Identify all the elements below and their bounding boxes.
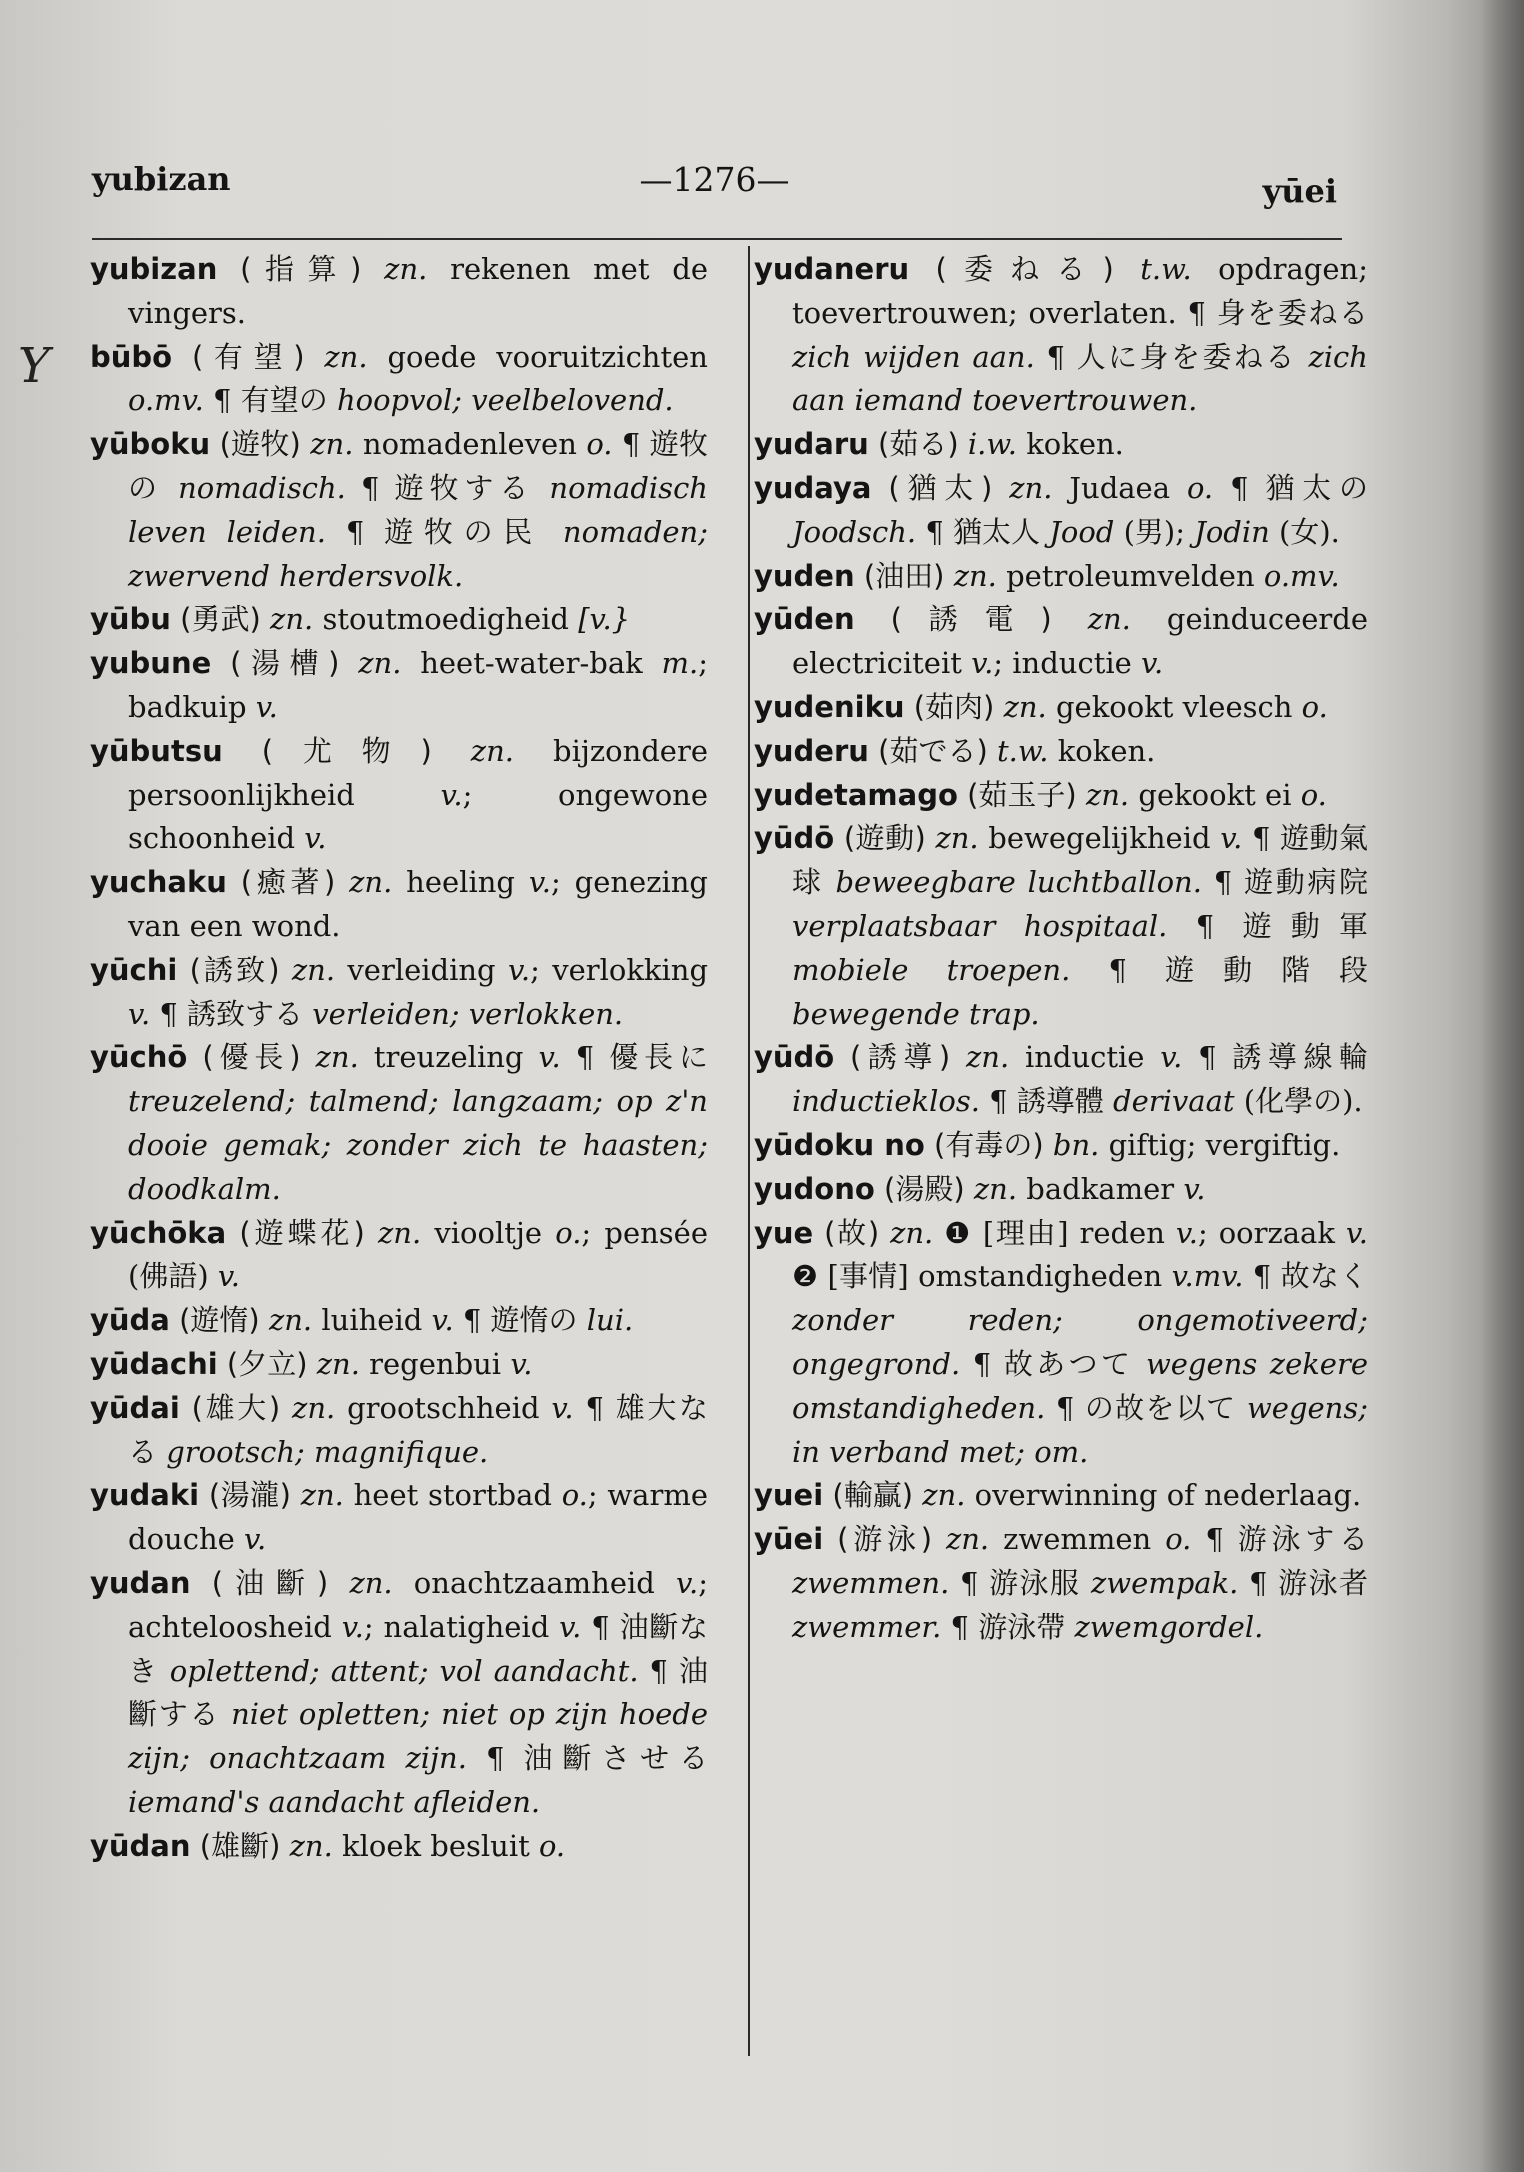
headword: yudetamago — [754, 777, 958, 812]
headword: yūdan — [90, 1828, 191, 1863]
grammar-label: zn. — [935, 821, 979, 856]
grammar-label: v. — [1141, 646, 1164, 681]
grammar-label: zn. — [349, 1565, 393, 1600]
headword: yuei — [754, 1478, 824, 1513]
kanji-form: (遊動) — [834, 821, 936, 856]
dictionary-entry — [90, 1343, 708, 1387]
headword: yūbutsu — [90, 733, 223, 768]
entry-text: bewegelijkheid — [978, 821, 1221, 856]
example-translation: zwemmer. — [792, 1609, 942, 1644]
example-translation: Jodin — [1194, 514, 1270, 549]
dictionary-entry — [90, 1562, 708, 1825]
headword: yūdō — [754, 821, 835, 856]
example-translation: nomadisch. — [178, 470, 346, 505]
entry-text: koken. — [1017, 427, 1124, 462]
dictionary-entry — [754, 555, 1368, 599]
entry-text: ¶ 遊牧の — [128, 427, 708, 505]
entry-text: ¶ 雄大なる — [128, 1390, 708, 1469]
right-column — [754, 248, 1368, 1650]
grammar-label: t.w. — [997, 733, 1049, 768]
entry-text: ¶ 誘導線輪 — [1182, 1040, 1368, 1075]
entry-text: ; pensée (佛語) — [128, 1215, 708, 1294]
grammar-label: v. — [1175, 1215, 1198, 1250]
kanji-form: (游泳) — [823, 1522, 946, 1557]
grammar-label: v. — [255, 689, 278, 724]
grammar-label: t.w. — [1140, 252, 1192, 286]
headword: yūchōka — [90, 1215, 227, 1250]
entry-text: ¶ 油斷させる — [466, 1741, 708, 1776]
entry-text: ¶ 游泳服 — [949, 1565, 1091, 1600]
entry-text: koken. — [1048, 733, 1156, 768]
grammar-label: zn. — [378, 1215, 422, 1250]
dictionary-entry — [754, 774, 1368, 818]
grammar-label: v. — [431, 1303, 454, 1338]
dictionary-entry — [90, 336, 708, 424]
entry-text: inductie — [1009, 1040, 1161, 1075]
entry-text: ¶ 人に身を委ねる — [1034, 339, 1309, 374]
example-translation: verplaatsbaar hospitaal. — [792, 908, 1168, 943]
entry-text: geinduceerde electriciteit — [792, 602, 1368, 681]
page-number: —1276— — [639, 160, 790, 199]
headword: yudaneru — [754, 252, 910, 286]
headword: yūdachi — [90, 1346, 218, 1381]
entry-text: ; achteloosheid — [128, 1565, 708, 1644]
grammar-label: zn. — [324, 339, 368, 374]
entry-text: stoutmoedigheid — [313, 602, 579, 637]
entry-text: opdragen; toevertrouwen; overlaten. ¶ 身を委ねる — [792, 252, 1368, 330]
kanji-form: (誘電) — [854, 602, 1088, 637]
grammar-label: [v.} — [578, 602, 631, 637]
kanji-form: (油田) — [854, 558, 954, 593]
entry-text: ¶ 游泳者 — [1238, 1565, 1368, 1600]
entry-text: zwemmen — [989, 1522, 1166, 1557]
grammar-label: zn. — [1009, 470, 1053, 505]
example-translation: beweegbare luchtballon. — [835, 865, 1202, 900]
grammar-label: zn. — [270, 602, 314, 637]
grammar-label: o. — [586, 427, 613, 462]
example-translation: verleiden; verlokken. — [312, 996, 624, 1031]
kanji-form: (湯殿) — [874, 1171, 974, 1206]
entry-text: ¶ 游泳帶 — [941, 1609, 1075, 1644]
grammar-label: o.mv. — [128, 383, 204, 418]
headword: yue — [754, 1215, 814, 1250]
headword: yūden — [754, 602, 855, 637]
header-rule — [92, 238, 1342, 240]
column-divider — [748, 246, 750, 2056]
dictionary-entry — [754, 248, 1368, 423]
grammar-label: zn. — [349, 865, 393, 900]
entry-text: Judaea — [1052, 470, 1187, 505]
kanji-form: (遊惰) — [169, 1303, 269, 1338]
headword: yudan — [90, 1565, 191, 1600]
entry-text: ¶ 油斷なき — [128, 1609, 708, 1688]
grammar-label: v. — [1220, 821, 1243, 856]
entry-text: ; oorzaak — [1198, 1215, 1346, 1250]
entry-text: nomadenleven — [353, 427, 587, 462]
kanji-form: (誘致) — [177, 952, 292, 987]
entry-text: ; warme douche — [128, 1478, 708, 1557]
entry-text: ; badkuip — [128, 646, 708, 724]
entry-text: ¶ 有望の — [203, 383, 337, 418]
grammar-label: zn. — [1087, 602, 1131, 637]
grammar-label: v. — [440, 777, 463, 812]
example-translation: zich aan iemand toevertrouwen. — [792, 339, 1368, 418]
headword: yuchaku — [90, 865, 227, 900]
entry-text: treuzeling — [358, 1040, 539, 1075]
grammar-label: v. — [510, 1346, 533, 1381]
grammar-label: zn. — [316, 1346, 360, 1381]
grammar-label: v. — [559, 1609, 582, 1644]
example-translation: bewegende trap. — [792, 996, 1040, 1031]
example-translation: grootsch; magnifique. — [166, 1434, 489, 1469]
dictionary-entry — [90, 423, 708, 598]
dictionary-entry — [90, 1212, 708, 1300]
entry-text: ¶ 猶太の — [1213, 470, 1368, 505]
entry-text: ¶ の故を以て — [1045, 1390, 1247, 1425]
kanji-form: (輸贏) — [823, 1478, 923, 1513]
entry-text: ; inductie — [993, 646, 1142, 681]
grammar-label: m. — [661, 646, 699, 681]
dictionary-entry — [90, 1474, 708, 1562]
entry-text: onachtzaamheid — [392, 1565, 677, 1600]
dictionary-entry — [90, 861, 708, 949]
grammar-label: zn. — [289, 1828, 333, 1863]
kanji-form: (猶太) — [871, 470, 1010, 505]
example-translation: zonder reden; ongemotiveerd; ongegrond. — [792, 1303, 1368, 1381]
example-translation: nomadisch leven leiden. — [128, 470, 708, 549]
headword: yūboku — [90, 427, 211, 462]
entry-text: ¶ 故なく — [1243, 1259, 1368, 1294]
entry-text: ¶ 遊動階段 — [1070, 952, 1369, 987]
entry-text: luiheid — [312, 1303, 432, 1338]
grammar-label: zn. — [966, 1040, 1010, 1075]
dictionary-entry — [754, 1036, 1368, 1124]
running-head-left: yubizan — [92, 160, 231, 198]
kanji-form: (雄斷) — [190, 1828, 290, 1863]
entry-text: ❶ [理由] reden — [933, 1215, 1176, 1250]
example-translation: lui. — [586, 1303, 634, 1338]
example-translation: inductieklos. — [792, 1084, 980, 1119]
entry-text: bijzondere persoonlijkheid — [128, 733, 708, 812]
grammar-label: v. — [1345, 1215, 1368, 1250]
kanji-form: (夕立) — [217, 1346, 317, 1381]
headword: yuden — [754, 558, 855, 593]
entry-text: petroleumvelden — [996, 558, 1264, 593]
example-translation: zich wijden aan. — [792, 339, 1035, 374]
grammar-label: zn. — [358, 646, 402, 681]
kanji-form: (遊牧) — [210, 427, 311, 462]
example-translation: hoopvol; veelbelovend. — [336, 383, 674, 418]
grammar-label: v. — [1160, 1040, 1183, 1075]
dictionary-entry — [754, 686, 1368, 730]
kanji-form: (茹る) — [868, 427, 968, 462]
entry-text: heet stortbad — [343, 1478, 562, 1513]
dictionary-entry — [90, 730, 708, 861]
kanji-form: (勇武) — [170, 602, 271, 637]
entry-text: ¶ 油斷する — [128, 1653, 708, 1732]
headword: yubune — [90, 646, 212, 681]
grammar-label: zn. — [953, 558, 997, 593]
headword: būbō — [90, 339, 173, 374]
grammar-label: v. — [528, 865, 551, 900]
grammar-label: v. — [551, 1390, 574, 1425]
entry-text: verleiding — [335, 952, 508, 987]
entry-text: kloek besluit — [332, 1828, 539, 1863]
grammar-label: v.mv. — [1171, 1259, 1244, 1294]
grammar-label: zn. — [310, 427, 354, 462]
kanji-form: (雄大) — [179, 1390, 293, 1425]
example-translation: Joodsch. — [792, 514, 917, 549]
kanji-form: (有毒の) — [924, 1127, 1053, 1162]
dictionary-entry — [754, 1124, 1368, 1168]
entry-text: rekenen met de vingers. — [128, 252, 708, 330]
left-column — [90, 248, 708, 1868]
grammar-label: v. — [217, 1259, 241, 1294]
kanji-form: (誘導) — [834, 1040, 966, 1075]
grammar-label: v. — [1183, 1171, 1206, 1206]
kanji-form: (指算) — [217, 252, 385, 286]
grammar-label: o. — [555, 1215, 582, 1250]
kanji-form: (有望) — [172, 339, 325, 374]
example-translation: zwemmen. — [792, 1565, 950, 1600]
dictionary-entry — [90, 1299, 708, 1343]
kanji-form: (委ねる) — [909, 252, 1141, 286]
dictionary-entry — [90, 248, 708, 336]
grammar-label: zn. — [292, 1390, 336, 1425]
grammar-label: i.w. — [967, 427, 1017, 462]
running-head-right: yūei — [1262, 172, 1337, 210]
dictionary-entry — [90, 1825, 708, 1869]
grammar-label: v. — [507, 952, 531, 987]
entry-text: ¶ 游泳する — [1191, 1522, 1368, 1557]
entry-text: gekookt ei — [1129, 777, 1301, 812]
dictionary-entry — [90, 1387, 708, 1475]
entry-text: viooltje — [421, 1215, 556, 1250]
grammar-label: zn. — [268, 1303, 313, 1338]
running-head — [92, 160, 1337, 220]
example-translation: treuzelend; talmend; langzaam; op z'n dooie gemak; zonder zich te haasten; doodkalm. — [128, 1084, 708, 1206]
headword: yūda — [90, 1303, 170, 1338]
grammar-label: o. — [1165, 1522, 1192, 1557]
grammar-label: v. — [304, 821, 327, 856]
kanji-form: (油斷) — [190, 1565, 350, 1600]
example-translation: mobiele troepen. — [792, 952, 1071, 987]
headword: yūei — [754, 1522, 824, 1557]
grammar-label: o.mv. — [1263, 558, 1340, 593]
example-translation: iemand's aandacht afleiden. — [128, 1784, 541, 1819]
entry-text: ¶ 誘致する — [150, 996, 313, 1031]
kanji-form: (癒著) — [226, 865, 350, 900]
entry-text: ¶ 遊惰の — [453, 1303, 587, 1338]
kanji-form: (優長) — [187, 1040, 316, 1075]
entry-text: ; verlokking — [530, 952, 709, 987]
grammar-label: v. — [676, 1565, 699, 1600]
entry-text: ❷ [事情] omstandigheden — [792, 1259, 1172, 1294]
headword: yudeniku — [754, 689, 905, 724]
grammar-label: v. — [341, 1609, 364, 1644]
kanji-form: (湯槽) — [211, 646, 359, 681]
entry-text: giftig; vergiftig. — [1099, 1127, 1341, 1162]
dictionary-entry — [754, 1474, 1368, 1518]
entry-text: ; ongewone schoonheid — [128, 777, 708, 856]
entry-text: heet-water-bak — [401, 646, 662, 681]
grammar-label: zn. — [1003, 689, 1047, 724]
entry-text: ; nalatigheid — [363, 1609, 560, 1644]
dictionary-entry — [754, 467, 1368, 555]
headword: yubizan — [90, 252, 218, 286]
grammar-label: o. — [1186, 470, 1214, 505]
example-translation: Jood — [1049, 514, 1115, 549]
entry-text: heeling — [392, 865, 529, 900]
dictionary-entry — [90, 598, 708, 642]
dictionary-entry — [754, 817, 1368, 1036]
dictionary-entry — [90, 1036, 708, 1211]
entry-text: ¶ 故あつて — [960, 1346, 1146, 1381]
example-translation: nomaden; zwervend herdersvolk. — [128, 514, 709, 593]
grammar-label: zn. — [922, 1478, 966, 1513]
page-edge-shadow — [1480, 0, 1524, 2172]
grammar-label: o. — [1300, 777, 1327, 812]
grammar-label: zn. — [1085, 777, 1130, 812]
entry-text: ¶ 誘導體 — [979, 1084, 1114, 1119]
dictionary-entry — [754, 1518, 1368, 1649]
grammar-label: zn. — [384, 252, 428, 286]
grammar-label: v. — [971, 646, 994, 681]
entry-text: ¶ 遊牧の民 — [325, 514, 563, 549]
entry-text: goede vooruitzichten — [367, 339, 708, 374]
grammar-label: zn. — [945, 1522, 990, 1557]
grammar-label: zn. — [300, 1478, 344, 1513]
dictionary-entry — [754, 423, 1368, 467]
example-translation: zwemgordel. — [1074, 1609, 1264, 1644]
entry-text: regenbui — [359, 1346, 511, 1381]
headword: yudono — [754, 1171, 875, 1206]
grammar-label: zn. — [291, 952, 336, 987]
headword: yūchi — [90, 952, 178, 987]
entry-text: badkamer — [1017, 1171, 1184, 1206]
headword: yudaru — [754, 427, 869, 462]
kanji-form: (茹玉子) — [957, 777, 1086, 812]
kanji-form: (遊蝶花) — [226, 1215, 379, 1250]
dictionary-entry — [754, 598, 1368, 686]
entry-text: gekookt vleesch — [1046, 689, 1302, 724]
entry-text: ¶ 遊動病院 — [1201, 865, 1368, 900]
entry-text: grootschheid — [335, 1390, 552, 1425]
entry-text: ¶ 遊動軍 — [1167, 908, 1368, 943]
grammar-label: o. — [561, 1478, 588, 1513]
entry-text: (男); — [1114, 514, 1195, 549]
grammar-label: zn. — [315, 1040, 359, 1075]
example-translation: oplettend; attent; vol aandacht. — [169, 1653, 639, 1688]
grammar-label: zn. — [890, 1215, 934, 1250]
grammar-label: v. — [244, 1522, 267, 1557]
headword: yudaya — [754, 470, 872, 505]
dictionary-entry — [90, 642, 708, 730]
grammar-label: bn. — [1052, 1127, 1100, 1162]
kanji-form: (故) — [813, 1215, 891, 1250]
headword: yūdō — [754, 1040, 835, 1075]
headword: yūchō — [90, 1040, 188, 1075]
entry-text: ; genezing van een wond. — [128, 865, 708, 943]
headword: yūdai — [90, 1390, 180, 1425]
example-translation: wegens zekere omstandigheden. — [792, 1346, 1368, 1425]
entry-text: (化學の). — [1234, 1084, 1363, 1119]
kanji-form: (尤物) — [222, 733, 471, 768]
entry-text: overwinning of nederlaag. — [965, 1478, 1362, 1513]
entry-text: ¶ 遊動氣球 — [792, 821, 1368, 900]
headword: yudaki — [90, 1478, 200, 1513]
grammar-label: o. — [538, 1828, 566, 1863]
grammar-label: v. — [538, 1040, 561, 1075]
example-translation: derivaat — [1113, 1084, 1235, 1119]
grammar-label: v. — [128, 996, 151, 1031]
kanji-form: (茹肉) — [904, 689, 1004, 724]
grammar-label: zn. — [973, 1171, 1018, 1206]
headword: yūbu — [90, 602, 171, 637]
headword: yūdoku no — [754, 1127, 925, 1162]
dictionary-entry — [754, 730, 1368, 774]
grammar-label: zn. — [470, 733, 514, 768]
entry-text: ¶ 遊牧する — [345, 470, 550, 505]
kanji-form: (湯瀧) — [199, 1478, 301, 1513]
example-translation: niet opletten; niet op zijn hoede zijn; onachtzaam zijn. — [128, 1697, 708, 1776]
kanji-form: (茹でる) — [868, 733, 998, 768]
entry-text: ¶ 優長に — [560, 1040, 708, 1075]
dictionary-entry — [90, 949, 708, 1037]
dictionary-entry — [754, 1168, 1368, 1212]
margin-handwritten-mark: Y — [18, 338, 50, 394]
example-translation: zwempak. — [1090, 1565, 1239, 1600]
entry-text: ¶ 猶太人 — [916, 514, 1050, 549]
dictionary-entry — [754, 1212, 1368, 1475]
entry-text: (女). — [1269, 514, 1340, 549]
example-translation: wegens; in verband met; om. — [792, 1390, 1368, 1469]
grammar-label: o. — [1301, 689, 1328, 724]
headword: yuderu — [754, 733, 869, 768]
